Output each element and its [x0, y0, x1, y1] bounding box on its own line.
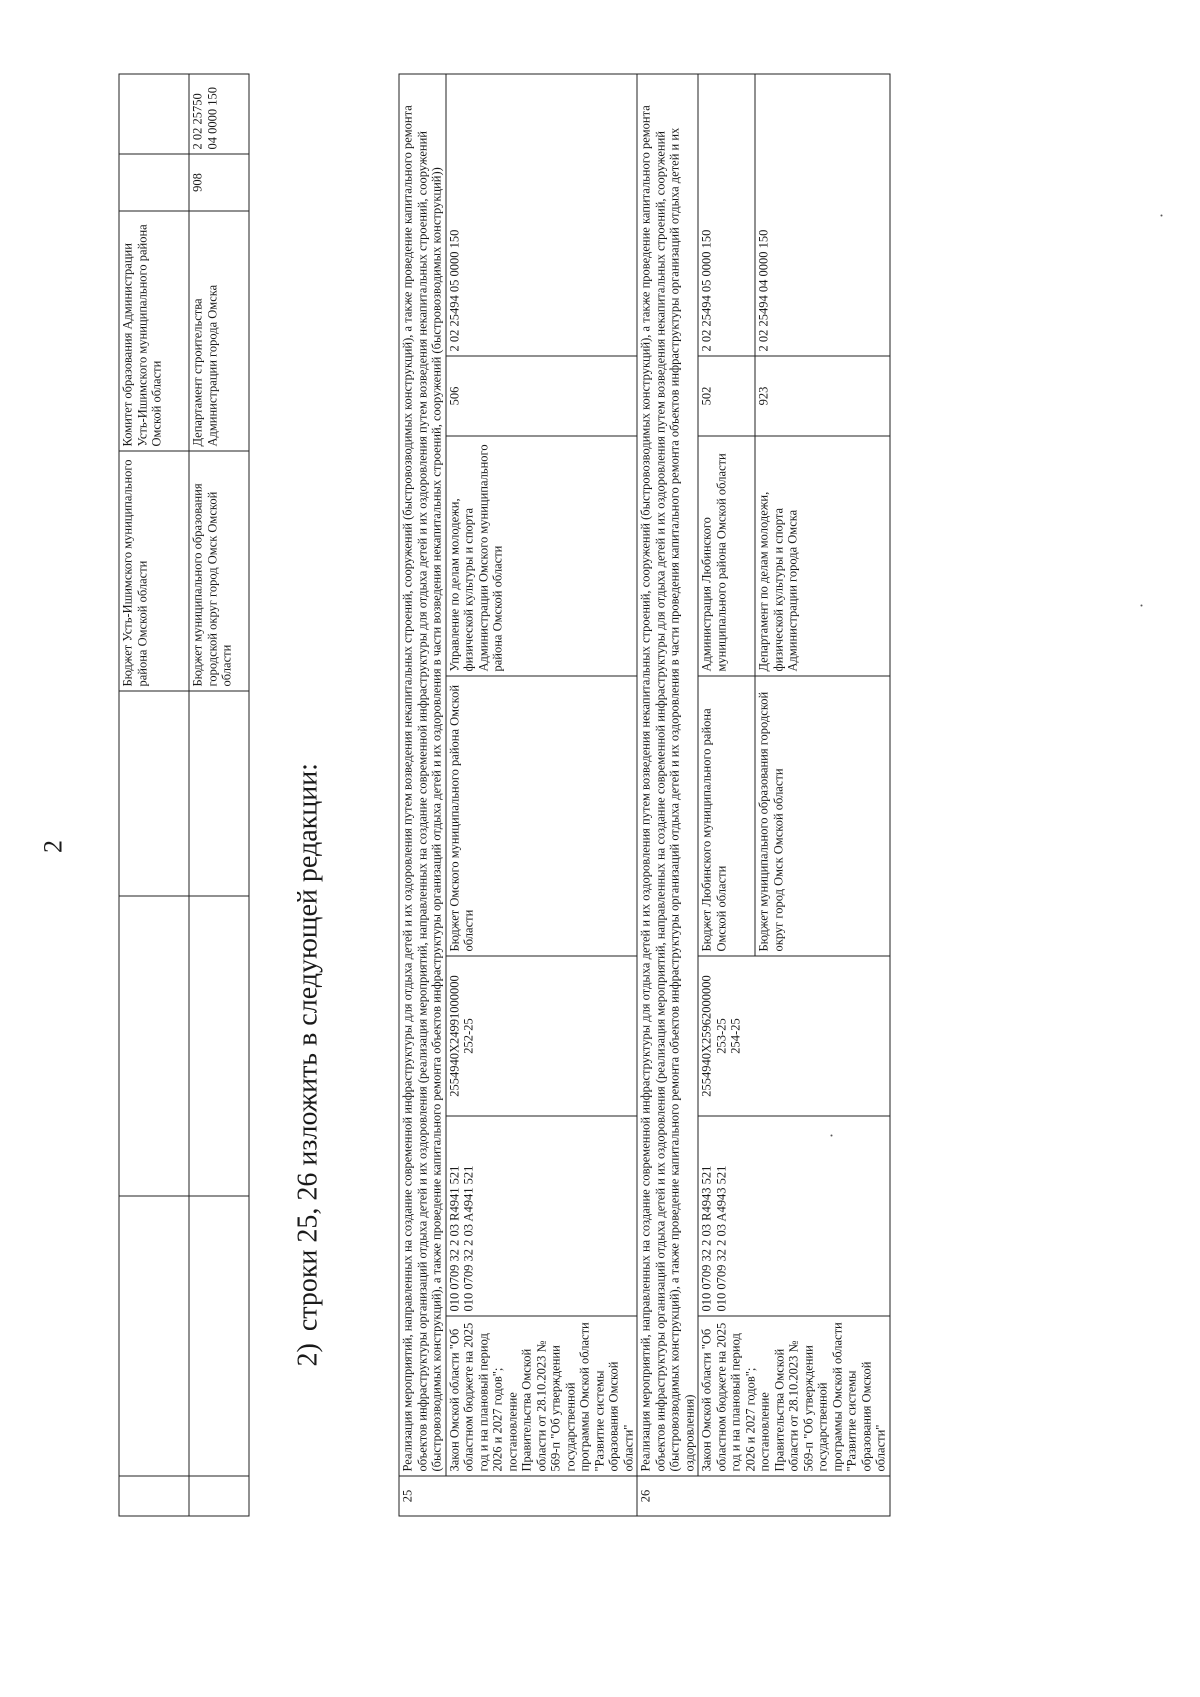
empty-cell — [119, 1196, 189, 1476]
table-row-26-description — [637, 74, 698, 1516]
target-subcode: 254-25 — [728, 1018, 742, 1054]
target-code-cell — [445, 956, 637, 1116]
scan-speck — [1140, 605, 1142, 607]
amendment-heading — [292, 763, 324, 1366]
administrator-cell: Комитет образования Администрации Усть-Ишимского муниципального района Омской области — [119, 211, 189, 451]
target-code: 2554940X24991000000 — [446, 975, 461, 1097]
kbk-income-cell: 2 02 25494 05 0000 150 — [445, 74, 637, 356]
scan-speck — [830, 1135, 832, 1137]
target-code-cell — [698, 956, 890, 1116]
admin-code-cell: 502 — [698, 356, 755, 436]
empty-cell — [189, 1196, 249, 1476]
budget-cell: Бюджет Усть-Ишимского муниципального района Омской области — [119, 451, 189, 691]
row-number: 26 — [637, 1476, 890, 1516]
kbk-expense-cell — [698, 1116, 890, 1316]
budget-cell: Бюджет муниципального образования городской округ город Омск Омской области — [189, 451, 249, 691]
admin-code-cell: 506 — [445, 356, 637, 436]
empty-cell — [189, 1476, 249, 1516]
admin-code-cell: 908 — [189, 154, 249, 211]
admin-code-cell — [119, 154, 189, 211]
kbk-line: 010 0709 32 2 03 A4941 521 — [461, 1165, 475, 1312]
kbk-line: 010 0709 32 2 03 A4943 521 — [713, 1165, 728, 1312]
table-row — [119, 74, 189, 1516]
heading-text: строки 25, 26 изложить в следующей редакции: — [292, 763, 323, 1332]
table-row-25-description — [399, 74, 446, 1516]
previous-table-fragment — [118, 74, 249, 1517]
target-code: 2554940X25962000000 — [699, 975, 713, 1097]
empty-cell — [189, 691, 249, 896]
measure-description: Реализация мероприятий, направленных на создание современной инфраструктуры для отдыха детей и их оздоровления путем возведения некапитальных строений, сооружений (быстровозводимых конструкций), а также проведение капитального ремонта объектов инфраструктуры организаций отдыха детей и их оздоровления (реализация мероприятий, направленных на создание современной инфраструктуры для отдыха детей и их оздоровления путем возведения некапитальных строений, сооружений (быстровозводимых конструкций), а также проведение капитального ремонта объектов инфраструктуры организаций отдыха детей и их оздоровления в части проведения капитального ремонта объектов инфраструктуры организаций отдыха детей и их оздоровления) — [637, 74, 698, 1476]
admin-code-cell: 923 — [755, 356, 889, 436]
empty-cell — [119, 896, 189, 1196]
empty-cell — [189, 896, 249, 1196]
kbk-line: 010 0709 32 2 03 R4943 521 — [699, 1165, 713, 1312]
page-number: 2 — [38, 840, 67, 853]
kbk-expense-cell — [445, 1116, 637, 1316]
target-subcode: 252-25 — [461, 1018, 475, 1054]
scan-speck — [1160, 215, 1162, 217]
kbk-line: 010 0709 32 2 03 R4941 521 — [446, 1165, 461, 1312]
law-cell: Закон Омской области "Об областном бюджете на 2025 год и на плановый период 2026 и 2027 годов"; постановление Правительства Омской области от 28.10.2023 № 569-п "Об утверждении государственной программы Омской области "Развитие системы образования Омской области" — [698, 1316, 890, 1476]
empty-cell — [119, 1476, 189, 1516]
row-number: 25 — [399, 1476, 637, 1516]
heading-number: 2) — [292, 1343, 323, 1367]
table-row-25-details — [445, 74, 637, 1516]
administrator-cell: Департамент по делам молодежи, физической культуры и спорта Администрации города Омска — [755, 436, 889, 676]
kbk-income-cell: 2 02 25494 04 0000 150 — [755, 74, 889, 356]
table-row-26-recipient-1 — [698, 74, 755, 1516]
kbk-cell: 2 02 25750 04 0000 150 — [189, 74, 249, 154]
administrator-cell: Управление по делам молодежи, физической культуры и спорта Администрации Омского муниципального района Омской области — [445, 436, 637, 676]
budget-cell: Бюджет Омского муниципального района Омской области — [445, 676, 637, 956]
budget-cell: Бюджет Любинского муниципального района Омской области — [698, 676, 755, 956]
table-row — [189, 74, 249, 1516]
measure-description: Реализация мероприятий, направленных на создание современной инфраструктуры для отдыха детей и их оздоровления путем возведения некапитальных строений, сооружений (быстровозводимых конструкций), а также проведение капитального ремонта объектов инфраструктуры организаций отдыха детей и их оздоровления (реализация мероприятий, направленных на создание современной инфраструктуры для отдыха детей и их оздоровления путем возведения некапитальных строений, сооружений (быстровозводимых конструкций), а также проведение капитального ремонта объектов инфраструктуры организаций отдыха детей и их оздоровления в части возведения некапитальных строений, сооружений (быстровозводимых конструкций)) — [399, 74, 446, 1476]
administrator-cell: Департамент строительства Администрации города Омска — [189, 211, 249, 451]
kbk-cell — [119, 74, 189, 154]
law-cell: Закон Омской области "Об областном бюджете на 2025 год и на плановый период 2026 и 2027 годов"; постановление Правительства Омской области от 28.10.2023 № 569-п "Об утверждении государственной программы Омской области "Развитие системы образования Омской области" — [445, 1316, 637, 1476]
amended-rows-table — [398, 73, 890, 1516]
administrator-cell: Администрация Любинского муниципального района Омской области — [698, 436, 755, 676]
budget-cell: Бюджет муниципального образования городской округ город Омск Омской области — [755, 676, 889, 956]
empty-cell — [119, 691, 189, 896]
target-subcode: 253-25 — [713, 1018, 728, 1054]
kbk-income-cell: 2 02 25494 05 0000 150 — [698, 74, 755, 356]
